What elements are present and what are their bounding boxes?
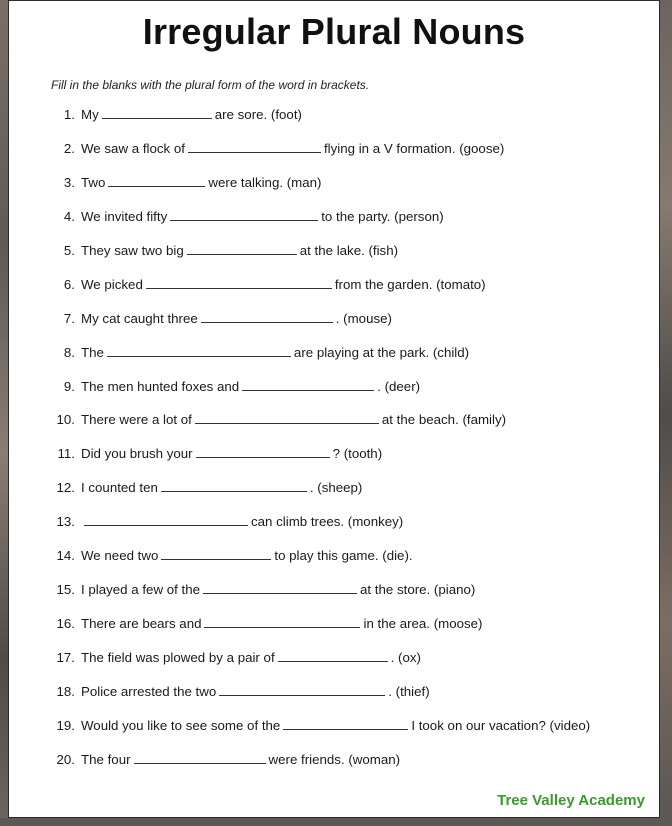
question-item [47,311,647,345]
question-text-before: We need two [81,548,159,564]
question-item [47,548,647,582]
question-text-after: . (mouse) [335,310,392,326]
question-text-before: We picked [81,276,143,292]
question-text-before: Two [81,174,106,190]
question-item [47,243,647,277]
question-number: 9. [63,378,75,394]
question-text-before: Would you like to see some of the [81,717,281,733]
question-text-before: There were a lot of [81,412,192,428]
question-number: 19. [56,717,75,733]
answer-blank[interactable] [201,311,333,323]
question-text-after: were friends. (woman) [268,751,401,767]
question-text-before: The [81,344,104,360]
question-text-after: ? (tooth) [332,446,383,462]
question-text-before: The field was plowed by a pair of [81,650,275,665]
question-number: 17. [56,650,75,665]
answer-blank[interactable] [134,752,266,764]
question-number: 16. [56,616,75,632]
question-number: 18. [56,683,75,699]
question-number: 15. [56,582,75,598]
question-item [47,175,647,209]
question-text-after: were talking. (man) [208,174,322,190]
question-text-after: . (deer) [377,378,421,394]
question-number: 4. [63,208,75,224]
answer-blank[interactable] [204,616,360,628]
question-number: 14. [56,548,75,564]
question-text-after: flying in a V formation. (goose) [323,140,505,156]
question-list [47,107,647,786]
question-item [47,684,647,718]
answer-blank[interactable] [187,243,297,255]
question-text-before: We invited fifty [81,208,168,224]
question-number: 6. [63,276,75,292]
question-text-after: to play this game. (die). [274,548,413,564]
question-item [47,650,647,684]
question-number: 20. [56,751,75,767]
question-text-after: at the store. (piano) [360,582,476,598]
question-item [47,209,647,243]
question-number: 1. [63,107,75,122]
question-text-before: The men hunted foxes and [81,378,240,394]
question-text-after: at the beach. (family) [381,412,507,428]
answer-blank[interactable] [161,548,271,560]
question-number: 12. [56,480,75,496]
question-item [47,141,647,175]
answer-blank[interactable] [108,175,205,187]
background-bottom-strip [0,818,672,826]
question-item [47,107,647,141]
question-text-after: from the garden. (tomato) [334,276,486,292]
answer-blank[interactable] [196,446,330,458]
question-item [47,752,647,786]
question-item [47,412,647,446]
question-item [47,616,647,650]
question-item [47,277,647,311]
question-text-after: in the area. (moose) [363,616,483,632]
answer-blank[interactable] [170,209,318,221]
question-text-after: are sore. (foot) [214,107,302,122]
answer-blank[interactable] [283,718,408,730]
instructions: Fill in the blanks with the plural form of the word in brackets. [51,78,370,92]
answer-blank[interactable] [219,684,385,696]
question-item [47,379,647,413]
answer-blank[interactable] [195,412,379,424]
page-title: Irregular Plural Nouns [142,11,526,52]
question-text-after: I took on our vacation? (video) [411,717,591,733]
question-item [47,345,647,379]
question-text-before: We saw a flock of [81,140,185,156]
question-text-after: to the party. (person) [321,208,444,224]
answer-blank[interactable] [102,107,212,119]
question-text-before: I played a few of the [81,582,201,598]
question-text-before: There are bears and [81,616,202,632]
question-text-after: are playing at the park. (child) [293,344,470,360]
question-number: 3. [63,174,75,190]
question-number: 8. [63,344,75,360]
question-text-after: . (ox) [390,650,421,665]
question-number: 5. [63,242,75,258]
question-number: 2. [63,140,75,156]
question-item [47,582,647,616]
question-number: 10. [56,412,75,428]
answer-blank[interactable] [203,582,357,594]
question-text-before: They saw two big [81,242,184,258]
question-text-before: The four [81,751,131,767]
footer-brand: Tree Valley Academy [497,792,645,809]
question-number: 11. [57,446,75,462]
question-text-before: Did you brush your [81,446,193,462]
question-text-before: Police arrested the two [81,683,217,699]
question-text-after: can climb trees. (monkey) [251,514,404,530]
question-text-before: My cat caught three [81,310,198,326]
worksheet [8,0,660,818]
answer-blank[interactable] [146,277,332,289]
question-number: 13. [56,514,75,530]
question-text-before: I counted ten [81,480,158,496]
question-text-after: . (sheep) [309,480,363,496]
answer-blank[interactable] [278,650,388,662]
question-text-after: at the lake. (fish) [299,242,399,258]
question-text-after: . (thief) [388,683,430,699]
question-item [47,480,647,514]
question-item [47,446,647,480]
answer-blank[interactable] [188,141,321,153]
question-item [47,718,647,752]
background-right-strip [658,0,672,826]
answer-blank[interactable] [107,345,291,357]
question-text-before: My [81,107,99,122]
answer-blank[interactable] [161,480,307,492]
question-number: 7. [63,310,75,326]
answer-blank[interactable] [242,379,374,391]
answer-blank[interactable] [84,514,248,526]
question-item [47,514,647,548]
